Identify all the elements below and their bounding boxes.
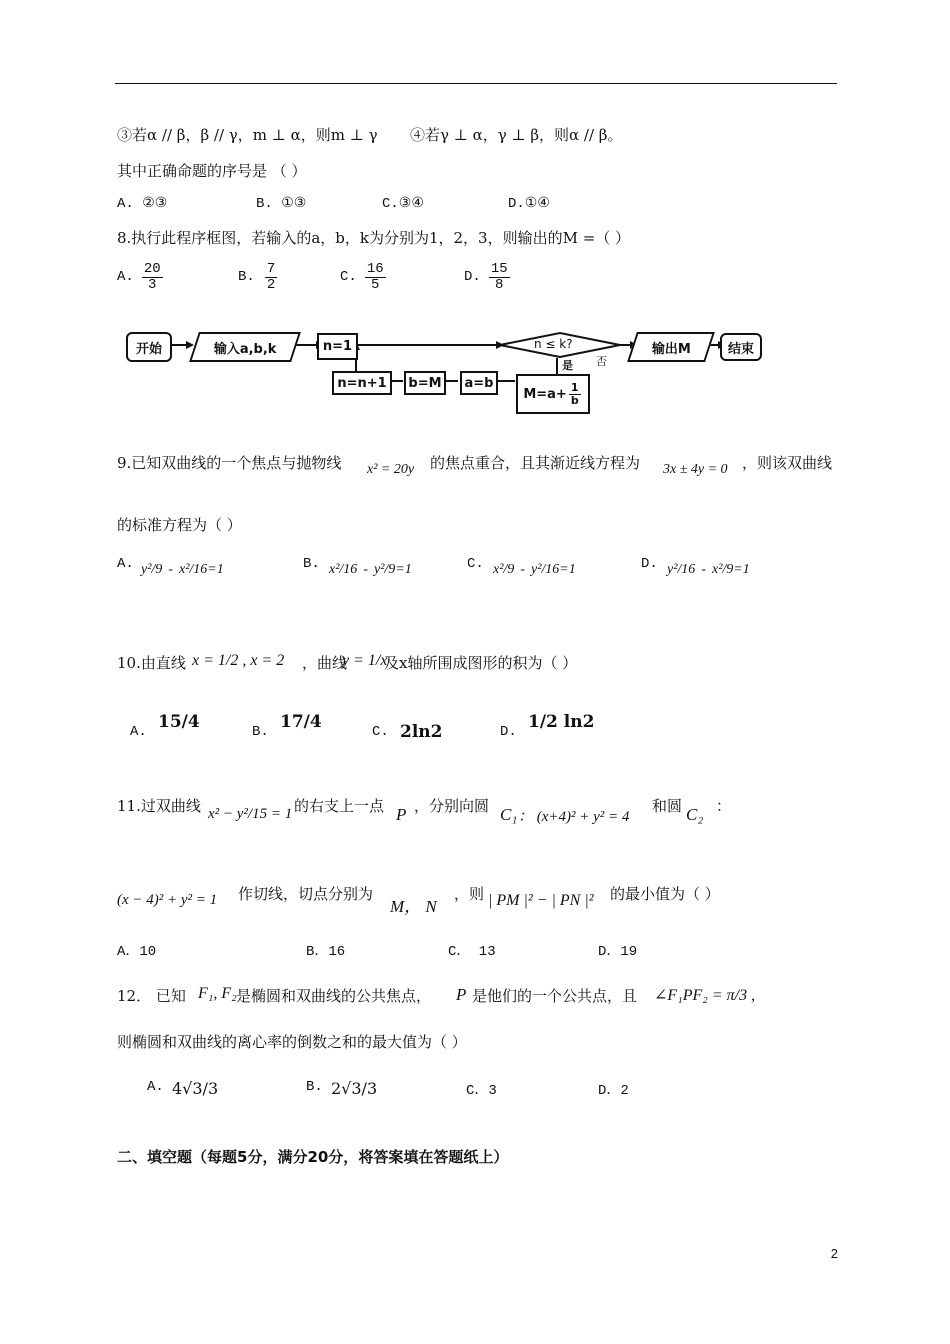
q11-stem-b: 的右支上一点 [294,797,385,815]
option-label: B. [303,556,320,572]
q11-expression: | PM |² − | PN |² [488,892,594,909]
q10-option-a-value: 15/4 [158,712,200,732]
q9-c-term2: y²/16 [530,562,560,577]
q11-c2-equation: (x − 4)² + y² = 1 [117,892,218,908]
q11-points-mn: M， N [390,897,437,916]
q7-option-d: D.①④ [508,196,550,212]
option-label: C. [467,556,484,572]
q10-stem-a: 10.由直线 [117,654,186,672]
q7-option-b: B. ①③ [256,196,307,212]
q7-item4: ④若γ ⊥ α，γ ⊥ β，则α // β。 [410,126,623,144]
q9-a-term1: y²/9 [141,562,163,577]
q11-option-b: B．16 [306,944,346,960]
flow-output-label: 输出M [651,341,691,357]
fraction-numerator: 1 [570,380,579,394]
fraction-denominator: 5 [371,276,380,293]
fraction-denominator: 2 [266,276,276,293]
header-rule [115,83,837,84]
q10-option-a-label: A. [130,724,147,740]
q10-option-c-label: C. [372,724,389,740]
q7-option-a: A. ②③ [117,196,168,212]
option-label: A. [117,556,134,572]
q9-d-eq: =1 [733,562,750,577]
q9-stem-c: ，则该双曲线 [742,454,833,472]
q9-c-term1: x²/9 [493,562,515,577]
section-heading: 二、填空题（每题5分，满分20分，将答案填在答题纸上） [117,1148,509,1166]
fraction-denominator: 8 [495,276,504,293]
q9-asymptote: 3x ± 4y = 0 [663,462,728,477]
q7-prompt: 其中正确命题的序号是 （ ） [117,162,307,180]
flow-input-label: 输入a,b,k [213,341,277,357]
q9-b-eq: =1 [395,562,412,577]
q11-circle-c1: C₁ [500,805,518,824]
q12-foci: F₁, F₂ [198,985,237,1002]
q12-point-p: P [456,985,467,1004]
q10-option-d-label: D. [500,724,517,740]
q9-stem-a: 9.已知双曲线的一个焦点与抛物线 [117,454,342,472]
fraction-numerator: 16 [366,261,384,277]
q8-stem: 8.执行此程序框图，若输入的a，b，k为分别为1，2，3，则输出的M =（ ） [117,229,631,247]
q12-option-b-value: 2√3/3 [331,1079,378,1098]
q9-c-eq: =1 [559,562,576,577]
q11-stem-d: 和圆 [652,797,683,815]
flow-assign-b: b=M [404,371,446,395]
q11-hyperbola: x² − y²/15 = 1 [208,806,293,822]
flow-no: 否 [596,355,607,368]
flow-condition: n ≤ k? [534,337,573,351]
q11-stem-e: 作切线，切点分别为 [238,885,374,903]
q11-option-d: D．19 [598,944,638,960]
q10-option-b-label: B. [252,724,269,740]
flow-output [627,332,715,362]
page-number: 2 [830,1246,838,1261]
q11-point-p: P [396,805,407,824]
flow-end: 结束 [720,333,762,361]
q9-a-term2: x²/16 [178,562,208,577]
q7-item3: ③若α // β，β // γ，m ⊥ α，则m ⊥ γ [117,126,378,144]
q9-d-term1: y²/16 [667,562,696,577]
q10-stem-c: 及x轴所围成图形的积为（ ） [384,654,578,672]
option-label: C. [340,269,357,286]
q11-stem-c: ，分别向圆 [414,797,490,815]
flow-start: 开始 [126,332,172,362]
q8-option-b [238,262,279,292]
q10-option-d-value: 1/2 ln2 [528,712,595,732]
q11-option-a: A．10 [117,944,157,960]
flow-assign-a: a=b [460,371,498,395]
fraction-denominator: 3 [148,276,157,293]
q11-colon: ： [716,797,732,815]
q12-stem-b: 是椭圆和双曲线的公共焦点， [236,987,432,1005]
option-label: B. [238,269,255,286]
q9-parabola: x² = 20y [367,462,415,477]
q10-lines: x = 1/2 , x = 2 [192,652,285,669]
q12-stem-a: 12． 已知 [117,987,186,1005]
q11-stem-a: 11.过双曲线 [117,797,201,815]
flowchart [120,318,770,418]
q12-option-d: D．2 [598,1083,629,1099]
flow-increment: n=n+1 [332,371,392,395]
fraction-numerator: 15 [490,261,508,277]
q9-a-eq: =1 [207,562,224,577]
option-label: D. [464,269,481,286]
q12-option-c: C．3 [466,1083,497,1099]
q11-circle-c2: C₂ [686,805,704,824]
q10-option-c-value: 2ln2 [400,722,443,742]
fraction-numerator: 7 [266,261,276,277]
q11-stem-g: 的最小值为（ ） [610,885,720,903]
q12-option-a-value: 4√3/3 [172,1079,219,1098]
q7-option-c: C.③④ [382,196,424,212]
flow-assign-m-label: M=a+ [523,386,567,402]
q11-stem-f: ，则 [454,885,485,903]
q12-angle: ∠F₁PF₂ = π/3 , [654,987,756,1004]
flow-assign-m [516,374,590,414]
q9-b-term2: y²/9 [373,562,396,577]
fraction-numerator: 20 [143,261,161,277]
q12-option-a-label: A. [147,1079,164,1095]
q10-curve: y = 1/x [342,652,388,669]
q8-option-a [117,262,165,292]
option-label: D. [641,556,658,572]
flow-input [189,332,301,362]
q11-option-c: C． 13 [448,944,496,960]
q9-d-term2: x²/9 [711,562,734,577]
q8-option-c [340,262,388,292]
fraction-denominator: b [570,393,579,407]
q11-c1-equation: ： (x+4)² + y² = 4 [518,809,630,825]
flow-init: n=1 [317,333,358,360]
flow-yes: 是 [562,359,573,372]
option-label: A. [117,269,134,286]
q12-stem-c: 是他们的一个公共点，且 [472,987,638,1005]
q9-stem-d: 的标准方程为（ ） [117,516,242,534]
q12-stem-d: 则椭圆和双曲线的离心率的倒数之和的最大值为（ ） [117,1033,467,1051]
q10-stem-b: ，曲线 [302,654,348,672]
q9-b-term1: x²/16 [329,562,358,577]
q9-stem-b: 的焦点重合，且其渐近线方程为 [430,454,641,472]
q12-option-b-label: B. [306,1079,323,1095]
q8-option-d [464,262,512,292]
q10-option-b-value: 17/4 [280,712,322,732]
